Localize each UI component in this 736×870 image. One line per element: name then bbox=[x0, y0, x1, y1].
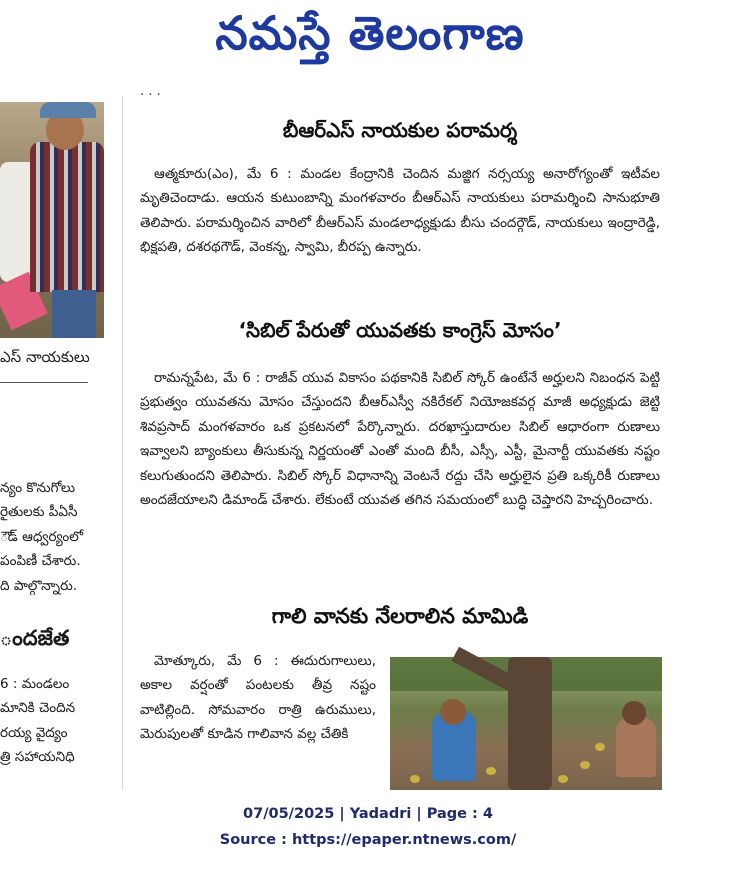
story2-headline: ‘సిబిల్ పేరుతో యువతకు కాంగ్రెస్ మోసం’ bbox=[238, 318, 562, 342]
left-photo-caption: ఎస్ నాయకులు bbox=[0, 348, 90, 366]
cut-off-text: · · · bbox=[140, 88, 161, 103]
left-line: న్యం కొనుగోలు bbox=[0, 480, 76, 496]
left-line: ౌడ్ ఆధ్వర్యంలో bbox=[0, 528, 84, 545]
left-line: 6 : మండలం bbox=[0, 676, 70, 692]
story3-body bbox=[140, 649, 376, 747]
right-column bbox=[140, 88, 660, 790]
story3-text: మోత్కూరు, మే 6 : ఈదురుగాలులు, అకాల వర్షంతో పంటలకు తీవ్ర నష్టం వాటిల్లింది. సోమవారం రాత్రి ఉరుములు, మెరుపులతో కూడిన గాలివాన వల్ల చేతికి bbox=[140, 653, 376, 743]
left-line: పంపిణీ చేశారు. bbox=[0, 553, 81, 570]
left-line: మానికి చెందిన bbox=[0, 700, 76, 717]
story1-headline: బీఆర్ఎస్ నాయకుల పరామర్శ bbox=[282, 118, 518, 142]
left-line: రయ్య వైద్యం bbox=[0, 724, 68, 741]
mango-photo bbox=[390, 657, 662, 790]
left-column bbox=[0, 96, 112, 790]
footer-source-line: Source : https://epaper.ntnews.com/ bbox=[219, 832, 517, 848]
left-photo bbox=[0, 102, 104, 338]
story1-text: ఆత్మకూరు(ఎం), మే 6 : మండల కేంద్రానికి చెందిన మజ్జిగ నర్సయ్య అనారోగ్యంతో ఇటీవల మృతిచెందాడు. ఆయన కుటుంబాన్ని మంగళవారం బీఆర్ఎస్ నాయకులు పరామర్శించి సానుభూతి తెలిపారు. పరామర్శించిన వారిలో బీఆర్ఎస్ మండలాధ్యక్షుడు బీసు చందర్గౌడ్, నాయకులు ఇంద్రారెడ్డి, భిక్షపతి, దశరథగౌడ్, వెంకన్న, స్వామి, బీరప్ప ఉన్నారు. bbox=[140, 166, 660, 256]
left-headline: ందజేత bbox=[0, 626, 70, 650]
left-rule bbox=[0, 382, 88, 383]
masthead-logo: నమస్తే తెలంగాణ bbox=[215, 6, 525, 60]
left-paragraph bbox=[0, 476, 112, 598]
story2-body bbox=[140, 366, 660, 512]
story3-headline: గాలి వానకు నేలరాలిన మామిడి bbox=[271, 604, 529, 628]
column-divider bbox=[122, 96, 123, 790]
left-line: త్రి సహాయనిధి bbox=[0, 749, 75, 766]
left-paragraph-2 bbox=[0, 672, 112, 770]
left-line: ది పాల్గొన్నారు. bbox=[0, 577, 78, 594]
story2-text: రామన్నపేట, మే 6 : రాజీవ్ యువ వికాసం పథకానికి సిబిల్ స్కోర్ ఉంటేనే అర్హులని నిబంధన పెట్టి ప్రభుత్వం యువతను మోసం చేస్తుందని బీఆర్ఎస్వీ నకిరేకల్ నియోజకవర్గ మాజీ అధ్యక్షుడు జెట్టి శివప్రసాద్ మంగళవారం ఒక ప్రకటనలో పేర్కొన్నారు. దరఖాస్తుదారుల సిబిల్ ఆధారంగా రుణాలు ఇవ్వాలని బ్యాంకులు తీసుకున్న నిర్ణయంతో ఎంతో మంది బీసీ, ఎస్సీ, ఎస్టీ, మైనార్టీ యువతకు నష్టం కలుగుతుందని తెలిపారు. సిబిల్ స్కోర్ విధానాన్ని వెంటనే రద్దు చేసి అర్హులైన ప్రతి ఒక్కరికీ రుణాలు అందజేయాలని డిమాండ్ చేశారు. లేకుంటే యువత తగిన సమయంలో బుద్ధి చెప్తారని హెచ్చరించారు. bbox=[140, 370, 660, 509]
story1-body bbox=[140, 162, 660, 260]
left-line: రైతులకు పీఏసీ bbox=[0, 504, 78, 521]
footer-date-line: 07/05/2025 | Yadadri | Page : 4 bbox=[243, 806, 493, 822]
epaper-clipping bbox=[0, 88, 668, 790]
